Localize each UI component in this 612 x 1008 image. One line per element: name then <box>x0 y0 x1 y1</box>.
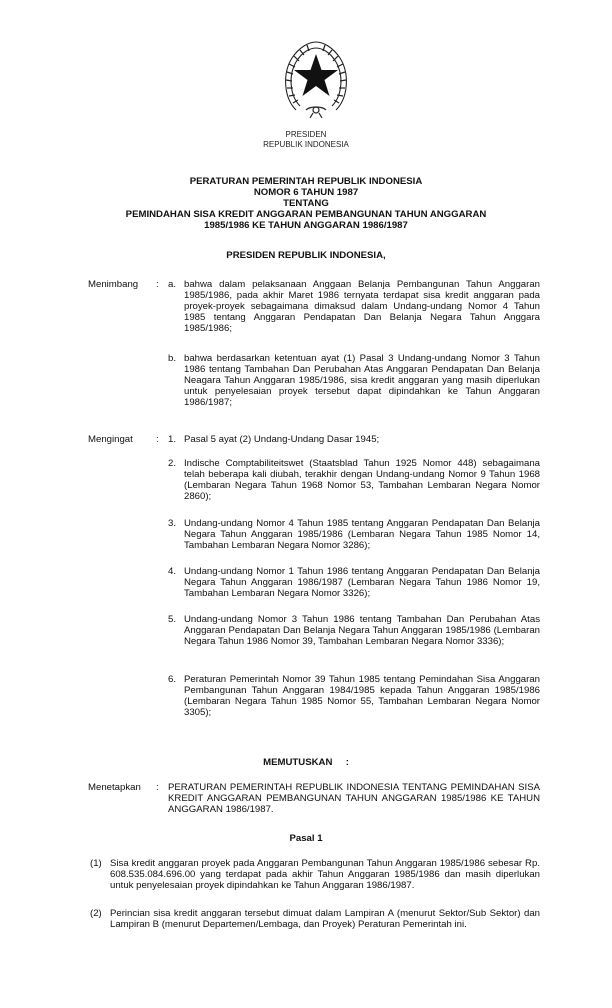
menimbang-colon: : <box>156 279 159 290</box>
title-line-5: 1985/1986 KE TAHUN ANGGARAN 1986/1987 <box>204 220 408 231</box>
menimbang-item-a <box>168 279 540 334</box>
mengingat-item-1 <box>168 434 540 445</box>
item-text: Indische Comptabiliteitswet (Staatsblad Tahun 1925 Nomor 448) sebagaimana telah beberapa kali diubah, terakhir dengan Undang-undang Nomor 9 Tahun 1968 (Lembaran Negara Tahun 1968 Nomor 53, Tambahan Lembaran Negara Nomor 2860); <box>184 458 540 502</box>
item-text: bahwa dalam pelaksanaan Anggaan Belanja Pembangunan Tahun Anggaran 1985/1986, pada akhir Maret 1986 ternyata terdapat sisa kredit anggaran pada proyek-proyek sebagaimana dimaksud dalam Undang-undang Nomor 4 Tahun 1985 tentang Anggaran Pendapatan Dan Belanja Negara Tahun Anggara 1985/1986; <box>184 279 540 334</box>
item-text: Undang-undang Nomor 4 Tahun 1985 tentang Anggaran Pendapatan Dan Belanja Negara Tahun Anggaran 1985/1986 (Lembaran Negara Tahun 1985 Nomor 14, Tambahan Lembaran Negara Nomor 3286); <box>184 518 540 551</box>
pasal-1-item-1 <box>90 858 540 891</box>
regulation-title <box>0 176 612 231</box>
item-number: 6. <box>168 674 177 685</box>
pasal-1-heading: Pasal 1 <box>289 833 323 844</box>
mengingat-item-4 <box>168 566 540 599</box>
item-text: bahwa berdasarkan ketentuan ayat (1) Pasal 3 Undang-undang Nomor 3 Tahun 1986 tentang Tambahan Dan Perubahan Atas Anggaran Pendapatan Dan Belanja Neagara Tahun Anggaran 1985/1986, sisa kredit anggaran yang masih diperlukan untuk penyelesaian proyek tersebut dapat dipindahkan ke Tahun Anggaran 1986/1987; <box>184 353 540 408</box>
item-number: 4. <box>168 566 177 577</box>
mengingat-item-5 <box>168 614 540 647</box>
mengingat-item-6 <box>168 674 540 718</box>
title-line-2: NOMOR 6 TAHUN 1987 <box>253 187 359 198</box>
seal-caption-president: PRESIDEN <box>285 130 327 139</box>
item-text: Undang-undang Nomor 3 Tahun 1986 tentang Tambahan Dan Perubahan Atas Anggaran Pendapatan Dan Belanja Negara Tahun Anggaran 1985/1986 (Lembaran Negara Tahun 1986 Nomor 39, Tambahan Lembaran Negara Nomor 3336); <box>184 614 540 647</box>
mengingat-item-3 <box>168 518 540 551</box>
menetapkan-colon: : <box>156 782 159 793</box>
menetapkan-text: PERATURAN PEMERINTAH REPUBLIK INDONESIA TENTANG PEMINDAHAN SISA KREDIT ANGGARAN PEMBANGUNAN TAHUN ANGGARAN 1985/1986 KE TAHUN ANGGARAN 1986/1987. <box>168 782 540 815</box>
menetapkan-label: Menetapkan <box>88 782 141 793</box>
menimbang-label: Menimbang <box>88 279 139 290</box>
item-number: (1) <box>90 858 102 869</box>
item-number: a. <box>168 279 177 290</box>
item-number: 2. <box>168 458 177 469</box>
item-text: Pasal 5 ayat (2) Undang-Undang Dasar 1945; <box>184 434 380 445</box>
item-text: Sisa kredit anggaran proyek pada Anggaran Pembangunan Tahun Anggaran 1985/1986 sebesar Rp. 608.535.084.696.00 yang terdapat pada akhir Tahun Anggaran 1985/1986 dan masih diperlukan untuk penyelesaian proyek dipindahkan ke Tahun Anggaran 1986/1987. <box>110 858 540 891</box>
seal-caption-republic: REPUBLIK INDONESIA <box>263 140 349 149</box>
item-number: 5. <box>168 614 177 625</box>
title-line-3: TENTANG <box>283 198 329 209</box>
item-text: Peraturan Pemerintah Nomor 39 Tahun 1985 tentang Pemindahan Sisa Anggaran Pembangunan Tahun Anggaran 1984/1985 kepada Tahun Anggaran 1985/1986 (Lembaran Negara Tahun 1985 Nomor 55, Tambahan Lembaran Negara Nomor 3305); <box>184 674 540 718</box>
mengingat-label: Mengingat <box>88 434 133 445</box>
item-number: (2) <box>90 908 102 919</box>
mengingat-item-2 <box>168 458 540 502</box>
menimbang-item-b <box>168 353 540 408</box>
item-text: Undang-undang Nomor 1 Tahun 1986 tentang Anggaran Pendapatan Dan Belanja Negara Tahun Anggaran 1986/1987 (Lembaran Negara Tahun 1986 Nomor 19, Tambahan Lembaran Negara Nomor 3326); <box>184 566 540 599</box>
title-line-4: PEMINDAHAN SISA KREDIT ANGGARAN PEMBANGUNAN TAHUN ANGGARAN <box>125 209 487 220</box>
title-line-1: PERATURAN PEMERINTAH REPUBLIK INDONESIA <box>189 176 423 187</box>
pasal-1-item-2 <box>90 908 540 930</box>
issuer-heading: PRESIDEN REPUBLIK INDONESIA, <box>226 250 386 261</box>
garuda-seal-star-wreath-icon <box>280 34 352 122</box>
mengingat-colon: : <box>156 434 159 445</box>
item-number: 3. <box>168 518 177 529</box>
item-number: b. <box>168 353 177 364</box>
item-text: Perincian sisa kredit anggaran tersebut dimuat dalam Lampiran A (menurut Sektor/Sub Sektor) dan Lampiran B (menurut Departemen/Lembaga, dan Proyek) Peraturan Pemerintah ini. <box>110 908 540 930</box>
memutuskan-heading: MEMUTUSKAN : <box>263 757 349 768</box>
item-number: 1. <box>168 434 177 445</box>
